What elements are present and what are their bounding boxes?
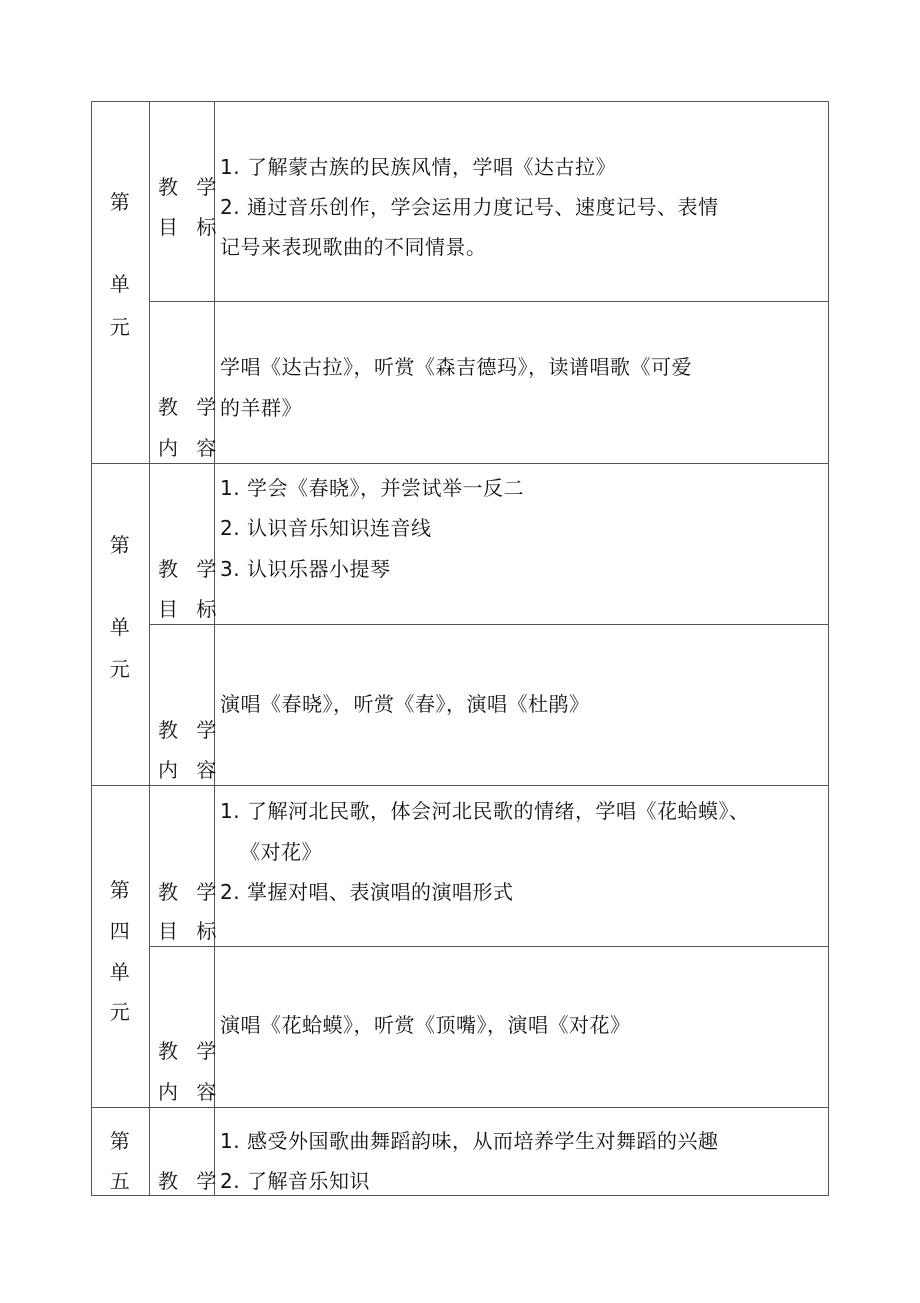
content-label: 教 学: [158, 395, 223, 419]
content-label: 教 学: [158, 718, 223, 742]
goal-line: 《对花》: [240, 840, 322, 864]
goal-label: 目 标: [158, 919, 223, 943]
unit-name-char: 四: [109, 919, 131, 943]
content-line: 学唱《达古拉》，听赏《森吉德玛》，读谱唱歌《可爱: [220, 355, 692, 379]
content-label: 内 容: [158, 758, 223, 782]
unit-name-char: 第: [109, 190, 131, 214]
content-line: 演唱《春晓》，听赏《春》，演唱《杜鹃》: [220, 692, 590, 716]
unit-name-char: 单: [109, 615, 131, 639]
goal-line: 1. 了解河北民歌，体会河北民歌的情绪，学唱《花蛤蟆》、: [220, 799, 750, 823]
unit-name-char: 单: [109, 272, 131, 296]
unit-name-char: 第: [109, 533, 131, 557]
goal-line: 1. 学会《春晓》，并尝试举一反二: [220, 476, 524, 500]
goal-label: 教 学: [158, 175, 223, 199]
goal-line: 3. 认识乐器小提琴: [220, 557, 391, 581]
goal-label: 目 标: [158, 215, 223, 239]
content-label: 内 容: [158, 1080, 223, 1104]
unit-name-char: 第: [109, 878, 131, 902]
unit-name-char: 元: [109, 315, 131, 339]
goal-line: 2. 通过音乐创作，学会运用力度记号、速度记号、表情: [220, 195, 719, 219]
content-line: 演唱《花蛤蟆》，听赏《顶嘴》，演唱《对花》: [220, 1013, 631, 1037]
unit-name-char: 元: [109, 657, 131, 681]
content-label: 内 容: [158, 436, 223, 460]
goal-line: 1. 了解蒙古族的民族风情，学唱《达古拉》: [220, 155, 616, 179]
goal-line: 2. 了解音乐知识: [220, 1169, 370, 1193]
goal-line: 记号来表现歌曲的不同情景。: [220, 235, 487, 259]
goal-label: 教 学: [158, 1169, 223, 1193]
goal-line: 2. 认识音乐知识连音线: [220, 516, 432, 540]
goal-label: 目 标: [158, 597, 223, 621]
unit-name-char: 五: [109, 1169, 131, 1193]
goal-line: 1. 感受外国歌曲舞蹈韵味，从而培养学生对舞蹈的兴趣: [220, 1129, 719, 1153]
content-line: 的羊群》: [220, 396, 302, 420]
unit-name-char: 元: [109, 1000, 131, 1024]
goal-label: 教 学: [158, 880, 223, 904]
content-label: 教 学: [158, 1039, 223, 1063]
goal-line: 2. 掌握对唱、表演唱的演唱形式: [220, 880, 514, 904]
unit-name-char: 单: [109, 960, 131, 984]
goal-label: 教 学: [158, 557, 223, 581]
unit-name-char: 第: [109, 1129, 131, 1153]
